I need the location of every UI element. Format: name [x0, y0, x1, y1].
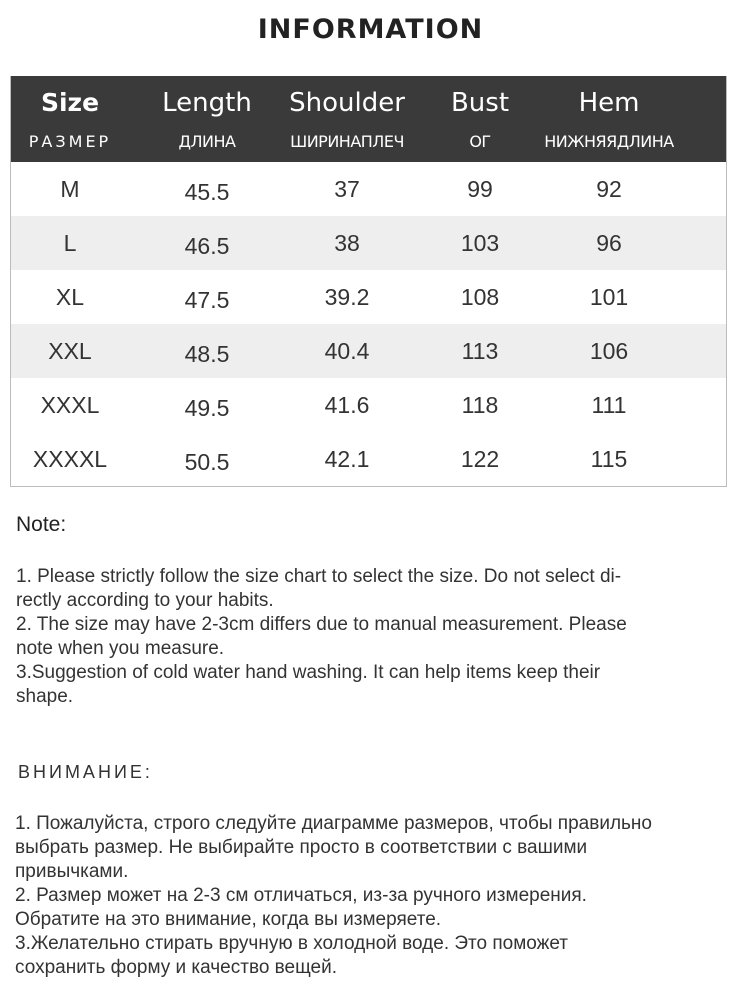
- size-cell: M: [60, 176, 80, 202]
- russian-note: [15, 762, 718, 980]
- note-line: shape.: [16, 686, 74, 707]
- bust-cell: 108: [460, 284, 500, 310]
- bust-cell: 99: [467, 176, 493, 202]
- table-row: [11, 324, 726, 378]
- header-hem-ru: НИЖНЯЯДЛИНА: [544, 132, 674, 151]
- table-row: [11, 378, 726, 432]
- note-line: 1. Please strictly follow the size chart to select the size. Do not select di-: [16, 566, 622, 587]
- hem-cell: 101: [589, 284, 629, 310]
- hem-cell: 111: [591, 392, 627, 418]
- length-cell: 46.5: [184, 233, 230, 259]
- hem-cell: 115: [590, 446, 628, 472]
- note-heading: Note:: [16, 513, 67, 536]
- length-cell: 45.5: [184, 179, 230, 205]
- bust-cell: 118: [461, 392, 499, 418]
- header-bust: [416, 76, 544, 162]
- shoulder-cell: 41.6: [324, 392, 370, 418]
- ru-note-line: сохранить форму и качество вещей.: [15, 957, 337, 978]
- size-cell: XXXL: [40, 392, 100, 418]
- header-length-ru: ДЛИНА: [178, 132, 236, 151]
- length-cell: 48.5: [184, 341, 230, 367]
- table-row: [11, 162, 726, 216]
- ru-note-line: 1. Пожалуйста, строго следуйте диаграмме размеров, чтобы правильно: [15, 813, 652, 834]
- size-cell: XXXXL: [32, 446, 108, 472]
- header-shoulder-ru: ШИРИНАПЛЕЧ: [290, 132, 404, 151]
- length-cell: 50.5: [184, 449, 230, 475]
- hem-cell: 96: [596, 230, 622, 256]
- shoulder-cell: 38: [334, 230, 360, 256]
- header-size-en: Size: [40, 88, 100, 117]
- ru-note-line: 2. Размер может на 2-3 см отличаться, из-за ручного измерения.: [15, 885, 587, 906]
- size-chart-table: [10, 76, 727, 487]
- table-header: [11, 76, 726, 162]
- shoulder-cell: 37: [334, 176, 360, 202]
- shoulder-cell: 39.2: [324, 284, 370, 310]
- header-bust-ru: ОГ: [469, 132, 491, 151]
- shoulder-cell: 42.1: [324, 446, 370, 472]
- header-shoulder: [277, 76, 417, 162]
- header-size-ru: РАЗМЕР: [28, 132, 112, 151]
- bust-cell: 122: [460, 446, 500, 472]
- length-cell: 49.5: [184, 395, 230, 421]
- table-row: [11, 216, 726, 270]
- header-bust-en: Bust: [450, 88, 510, 118]
- bust-cell: 103: [460, 230, 500, 256]
- header-shoulder-en: Shoulder: [289, 88, 405, 118]
- length-cell: 47.5: [184, 287, 230, 313]
- ru-note-line: привычками.: [15, 861, 129, 882]
- size-cell: L: [63, 230, 77, 256]
- header-length-en: Length: [162, 88, 252, 118]
- header-hem-en: Hem: [578, 88, 640, 118]
- shoulder-cell: 40.4: [324, 338, 370, 364]
- size-cell: XL: [55, 284, 85, 310]
- table-row: [11, 270, 726, 324]
- bust-cell: 113: [461, 338, 499, 364]
- ru-note-line: Обратите на это внимание, когда вы измеряете.: [15, 909, 442, 930]
- note-line: note when you measure.: [16, 638, 225, 659]
- ru-note-heading: ВНИМАНИЕ:: [18, 762, 153, 782]
- note-line: 2. The size may have 2-3cm differs due to manual measurement. Please: [16, 614, 627, 635]
- table-row: [11, 432, 726, 486]
- english-note: [16, 513, 716, 709]
- ru-note-line: 3.Желательно стирать вручную в холодной воде. Это поможет: [15, 933, 569, 954]
- note-line: rectly according to your habits.: [16, 590, 274, 611]
- note-line: 3.Suggestion of cold water hand washing. It can help items keep their: [16, 662, 601, 683]
- header-hem: [543, 76, 675, 162]
- hem-cell: 92: [596, 176, 622, 202]
- header-length: [139, 76, 275, 162]
- header-size: [11, 76, 129, 162]
- page-title: INFORMATION: [257, 14, 484, 45]
- hem-cell: 106: [589, 338, 629, 364]
- ru-note-line: выбрать размер. Не выбирайте просто в соответствии с вашими: [15, 837, 588, 858]
- size-cell: XXL: [48, 338, 92, 364]
